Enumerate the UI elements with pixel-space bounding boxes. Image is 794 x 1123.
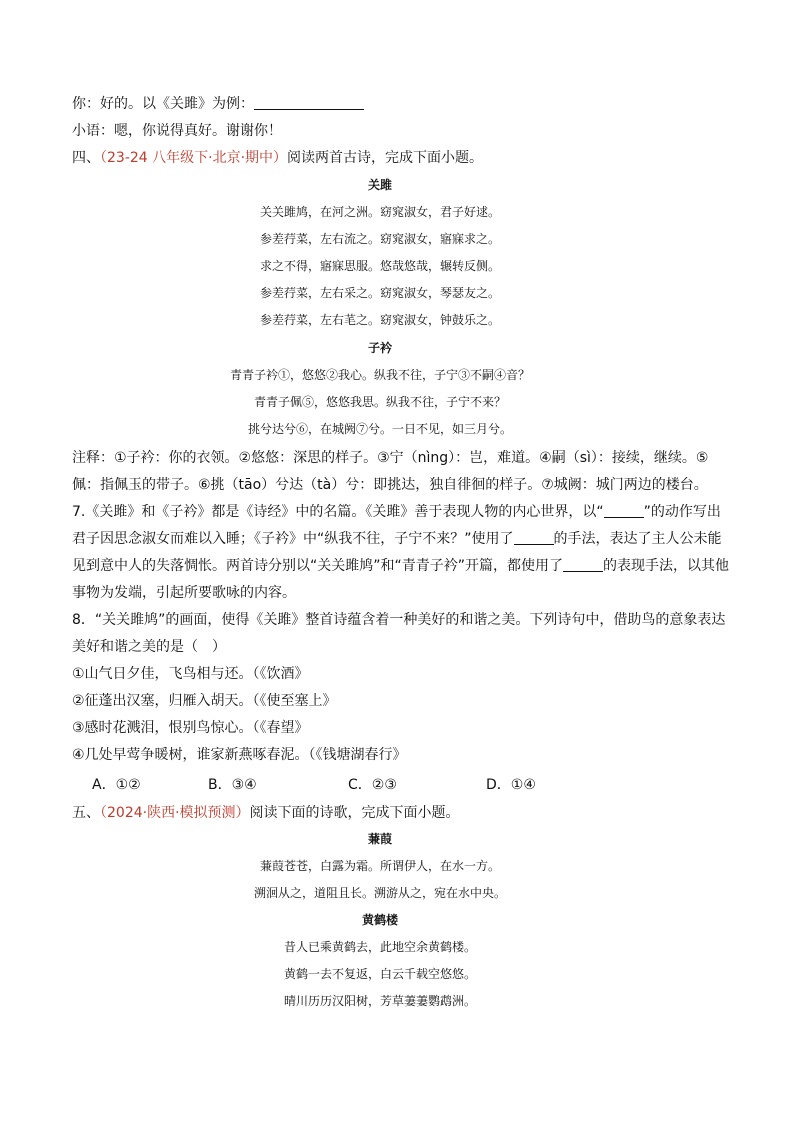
question-7-line-4: 事物为发端，引起所要歌咏的内容。 — [72, 585, 296, 601]
dialogue-line-1 — [72, 94, 364, 114]
answer-blank — [563, 557, 603, 572]
poem-huanghelou-line: 昔人已乘黄鹤去，此地空余黄鹤楼。 — [283, 940, 476, 954]
poem-huanghelou-line: 晴川历历汉阳树，芳草萋萋鹦鹉洲。 — [283, 994, 476, 1008]
question-7-text: 君子因思念淑女而难以入睡；《子衿》中“纵我不往，子宁不来？”使用了 — [72, 531, 514, 547]
question-8-line-2: 美好和谐之美的是（ ） — [72, 639, 226, 655]
poem-guanju-line: 求之不得，寤寐思服。悠哉悠哉，辗转反侧。 — [259, 259, 500, 273]
section-4-heading — [72, 148, 483, 168]
option-b[interactable]: B．③④ — [208, 777, 257, 793]
question-8-item: ②征蓬出汉塞，归雁入胡天。（《使至塞上》 — [72, 693, 337, 709]
answer-blank — [514, 530, 554, 545]
poem-guanju-line: 关关雎鸠，在河之洲。窈窕淑女，君子好逑。 — [259, 205, 500, 219]
question-8-item: ④几处早莺争暖树，谁家新燕啄春泥。（《钱塘湖春行》 — [72, 747, 407, 763]
poem-zijin-line: 挑兮达兮⑥，在城阙⑦兮。一日不见，如三月兮。 — [247, 422, 512, 436]
question-7-line-1 — [72, 502, 721, 522]
question-8-item: ③感时花溅泪，恨别鸟惊心。（《春望》 — [72, 720, 309, 736]
question-7-line-3 — [72, 556, 729, 576]
section-5-instruction: 阅读下面的诗歌，完成下面小题。 — [249, 805, 460, 821]
question-8-options — [92, 775, 692, 795]
answer-blank — [254, 95, 364, 110]
question-8-line-1: 8．“关关雎鸠”的画面，使得《关雎》整首诗蕴含着一种美好的和谐之美。下列诗句中，借助鸟的意象表达 — [72, 612, 726, 628]
question-7-text: 的手法，表达了主人公未能 — [553, 531, 722, 547]
section-5-heading — [72, 803, 460, 823]
section-5-source-tag: （2024·陕西·模拟预测） — [100, 805, 250, 821]
poem-guanju-line: 参差荇菜，左右采之。窈窕淑女，琴瑟友之。 — [259, 286, 500, 300]
question-7-text: 的表现手法，以其他 — [603, 558, 730, 574]
poem-zijin-line: 青青子佩⑤，悠悠我思。纵我不往，子宁不来？ — [253, 395, 506, 409]
poem-guanju-line: 参差荇菜，左右芼之。窈窕淑女，钟鼓乐之。 — [259, 313, 500, 327]
dialogue-line-2: 小语：嗯，你说得真好。谢谢你！ — [72, 123, 282, 139]
poem-jianjia-title: 蒹葭 — [367, 832, 392, 846]
poem-huanghelou-title: 黄鹤楼 — [361, 913, 398, 927]
notes-line-1: 注释：①子衿：你的衣领。②悠悠：深思的样子。③宁（nìng）：岂，难道。④嗣（sì）：接续，继续。⑤ — [72, 450, 709, 466]
poem-huanghelou-line: 黄鹤一去不复返，白云千载空悠悠。 — [283, 967, 476, 981]
notes-line-2: 佩：指佩玉的带子。⑥挑（tāo）兮达（tà）兮：即挑达，独自徘徊的样子。⑦城阙：城门两边的楼台。 — [72, 477, 708, 493]
section-4-number: 四、 — [72, 150, 100, 166]
section-4-instruction: 阅读两首古诗，完成下面小题。 — [287, 150, 484, 166]
section-5-number: 五、 — [72, 805, 100, 821]
question-7-text: 7.《关雎》和《子衿》都是《诗经》中的名篇。《关雎》善于表现人物的内心世界，以“ — [72, 504, 604, 520]
question-7-text: ”的动作写出 — [643, 504, 721, 520]
dialogue-line-1-text: 你：好的。以《关雎》为例： — [72, 96, 254, 112]
poem-zijin-title: 子衿 — [367, 341, 392, 355]
option-c[interactable]: C．②③ — [348, 777, 397, 793]
question-7-line-2 — [72, 529, 722, 549]
question-7-text: 见到意中人的失落惆怅。两首诗分别以“关关雎鸠”和“青青子衿”开篇，都使用了 — [72, 558, 564, 574]
option-a[interactable]: A．①② — [92, 777, 141, 793]
poem-guanju-title: 关雎 — [367, 178, 392, 192]
option-d[interactable]: D．①④ — [486, 777, 536, 793]
poem-jianjia-line: 蒹葭苍苍，白露为霜。所谓伊人，在水一方。 — [259, 859, 500, 873]
question-8-item: ①山气日夕佳，飞鸟相与还。（《饮酒》 — [72, 666, 309, 682]
poem-guanju-line: 参差荇菜，左右流之。窈窕淑女，寤寐求之。 — [259, 232, 500, 246]
section-4-source-tag: （23-24 八年级下·北京·期中） — [100, 150, 288, 166]
answer-blank — [604, 503, 644, 518]
poem-jianjia-line: 溯洄从之，道阻且长。溯游从之，宛在水中央。 — [253, 886, 506, 900]
poem-zijin-line: 青青子衿①，悠悠②我心。纵我不往，子宁③不嗣④音？ — [229, 368, 530, 382]
